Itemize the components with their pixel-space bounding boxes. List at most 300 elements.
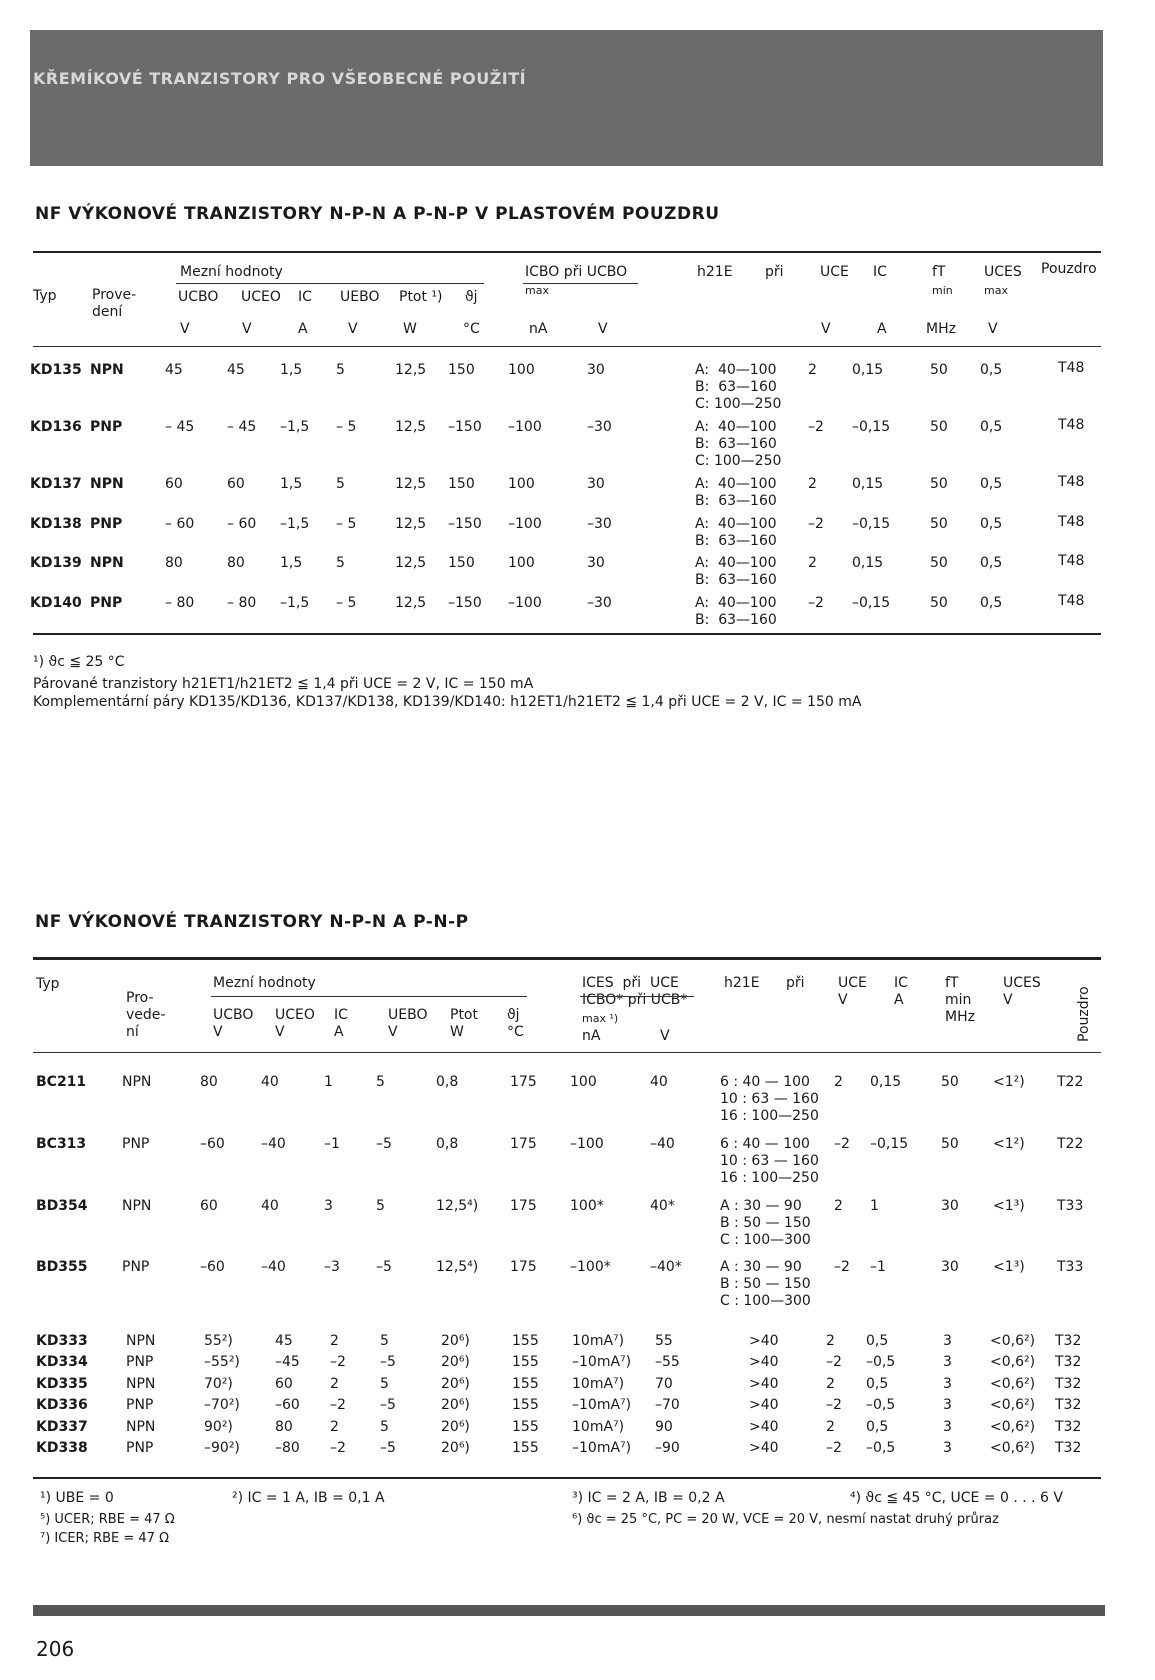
row-uebo: 5: [380, 1376, 389, 1392]
row-h21e: A: 40—100 B: 63—160: [695, 516, 777, 549]
row-typ: KD140: [30, 595, 82, 611]
row-uces: <0,6²): [990, 1333, 1036, 1349]
row-typ: KD137: [30, 476, 82, 492]
row-tj: –150: [448, 419, 482, 435]
unit-label: W: [403, 321, 417, 337]
row-ucbo: – 60: [165, 516, 195, 532]
footnote-6: ⁶) ϑc = 25 °C, PC = 20 W, VCE = 20 V, nesmí nastat druhý průraz: [572, 1512, 999, 1527]
row-uce: –2: [808, 419, 824, 435]
col-header-ft: fT min MHz: [945, 975, 975, 1025]
row-uce-v: –40*: [650, 1259, 682, 1275]
row-icbo: –100: [508, 419, 542, 435]
row-h21e: A: 40—100 B: 63—160 C: 100—250: [695, 362, 782, 412]
row-typ: BC211: [36, 1074, 87, 1090]
row-pouzdro: T48: [1058, 553, 1085, 569]
row-uce-v: –55: [655, 1354, 680, 1370]
row-uceo: 45: [227, 362, 245, 378]
row-uebo: –5: [380, 1397, 396, 1413]
row-ucbo-v: –30: [587, 595, 612, 611]
row-ptot: 20⁶): [441, 1419, 470, 1435]
col-header-min: min: [932, 284, 953, 297]
row-ft: 50: [930, 362, 948, 378]
row-uceo: 60: [227, 476, 245, 492]
unit-label: °C: [463, 321, 480, 337]
row-uceo: 45: [275, 1333, 293, 1349]
row-uce-v: 70: [655, 1376, 673, 1392]
row-ic2: 0,15: [852, 476, 884, 492]
unit-label: nA: [529, 321, 548, 337]
row-ic2: –0,5: [866, 1440, 896, 1456]
row-ptot: 12,5: [395, 419, 427, 435]
row-typ: KD135: [30, 362, 82, 378]
row-pouzdro: T48: [1058, 417, 1085, 433]
row-h21e: A : 30 — 90 B : 50 — 150 C : 100—300: [720, 1198, 811, 1248]
row-provedeni: PNP: [126, 1354, 154, 1370]
row-uce: –2: [834, 1259, 850, 1275]
row-pouzdro: T48: [1058, 514, 1085, 530]
row-provedeni: PNP: [122, 1136, 150, 1152]
row-provedeni: NPN: [126, 1419, 156, 1435]
row-ucbo: 80: [200, 1074, 218, 1090]
row-provedeni: NPN: [126, 1333, 156, 1349]
row-ucbo-v: 30: [587, 362, 605, 378]
row-ic: –1,5: [280, 516, 310, 532]
row-typ: BC313: [36, 1136, 87, 1152]
row-ic: 2: [330, 1333, 339, 1349]
row-provedeni: NPN: [90, 476, 124, 492]
row-ft: 50: [941, 1074, 959, 1090]
row-uces: <1²): [993, 1136, 1025, 1152]
row-uces: <1²): [993, 1074, 1025, 1090]
col-header-ic2: IC A: [894, 975, 908, 1008]
row-tj: 155: [512, 1397, 539, 1413]
row-h21e: 6 : 40 — 100 10 : 63 — 160 16 : 100—250: [720, 1074, 819, 1124]
row-provedeni: NPN: [122, 1198, 152, 1214]
section1-bottom-rule: [33, 633, 1101, 635]
col-header-h21e: h21E: [697, 264, 733, 280]
row-uce: 2: [808, 555, 817, 571]
row-h21e: >40: [749, 1333, 779, 1349]
row-uebo: 5: [380, 1333, 389, 1349]
row-uce: –2: [826, 1440, 842, 1456]
row-uebo: –5: [376, 1259, 392, 1275]
row-ft: 50: [930, 516, 948, 532]
row-ptot: 20⁶): [441, 1440, 470, 1456]
row-tj: –150: [448, 516, 482, 532]
row-ices: 100: [570, 1074, 597, 1090]
col-header-provedeni: Pro- vede- ní: [126, 990, 166, 1040]
row-ic2: 0,15: [870, 1074, 902, 1090]
row-uebo: 5: [336, 555, 345, 571]
row-uces: 0,5: [980, 516, 1003, 532]
row-provedeni: NPN: [90, 362, 124, 378]
row-typ: KD338: [36, 1440, 88, 1456]
row-provedeni: PNP: [90, 419, 123, 435]
mezni-underline: [211, 996, 527, 997]
row-pouzdro: T32: [1055, 1333, 1082, 1349]
row-tj: 175: [510, 1136, 537, 1152]
mezni-underline: [523, 283, 638, 284]
col-header-provedeni: Prove- dení: [92, 287, 137, 320]
row-ic2: –0,5: [866, 1354, 896, 1370]
row-uceo: –40: [261, 1136, 286, 1152]
row-ices: 10mA⁷): [572, 1376, 625, 1392]
row-uces: 0,5: [980, 419, 1003, 435]
row-uces: <1³): [993, 1259, 1025, 1275]
col-header-uebo: UEBO: [340, 289, 380, 305]
footnote-5: ⁵) UCER; RBE = 47 Ω: [40, 1512, 175, 1527]
unit-label: V: [242, 321, 252, 337]
section1-top-rule: [33, 251, 1101, 253]
unit-label: V: [348, 321, 358, 337]
row-tj: 175: [510, 1198, 537, 1214]
header-banner: [30, 30, 1103, 166]
row-ic: –1,5: [280, 595, 310, 611]
row-uce: 2: [826, 1419, 835, 1435]
row-ucbo: –90²): [204, 1440, 240, 1456]
unit-label: V: [180, 321, 190, 337]
col-header-max: max ¹): [582, 1012, 619, 1025]
section1-header-rule: [33, 346, 1101, 347]
row-tj: 155: [512, 1354, 539, 1370]
row-ft: 3: [943, 1419, 952, 1435]
row-uce: 2: [808, 476, 817, 492]
row-uces: <0,6²): [990, 1354, 1036, 1370]
row-ucbo: 60: [165, 476, 183, 492]
row-h21e: >40: [749, 1440, 779, 1456]
row-tj: 150: [448, 555, 475, 571]
row-tj: 155: [512, 1376, 539, 1392]
section2-bottom-rule: [33, 1477, 1101, 1479]
col-header-typ: Typ: [36, 976, 60, 992]
col-header-ic2: IC: [873, 264, 887, 280]
col-header-max2: max: [984, 284, 1008, 297]
row-uceo: – 45: [227, 419, 257, 435]
row-uce-v: 55: [655, 1333, 673, 1349]
row-uce: –2: [826, 1397, 842, 1413]
row-h21e: >40: [749, 1354, 779, 1370]
row-ucbo-v: 30: [587, 555, 605, 571]
row-ucbo: 55²): [204, 1333, 233, 1349]
unit-label: V: [821, 321, 831, 337]
banner-title: KŘEMÍKOVÉ TRANZISTORY PRO VŠEOBECNÉ POUŽITÍ: [33, 69, 527, 88]
row-h21e: A : 30 — 90 B : 50 — 150 C : 100—300: [720, 1259, 811, 1309]
row-uceo: –40: [261, 1259, 286, 1275]
row-tj: 175: [510, 1259, 537, 1275]
row-ic: –1: [324, 1136, 340, 1152]
col-header-h21e: h21E: [724, 975, 760, 991]
row-ic2: –0,15: [852, 516, 891, 532]
col-header-ft: fT: [932, 264, 946, 280]
row-ic2: –1: [870, 1259, 886, 1275]
row-uce: 2: [834, 1198, 843, 1214]
row-uebo: – 5: [336, 516, 357, 532]
row-uce: 2: [826, 1333, 835, 1349]
row-ices: 100*: [570, 1198, 604, 1214]
page-number: 206: [36, 1637, 75, 1661]
row-ucbo-v: –30: [587, 419, 612, 435]
row-pouzdro: T22: [1057, 1074, 1084, 1090]
row-ic: –2: [330, 1440, 346, 1456]
section2-top-rule: [33, 957, 1101, 960]
unit-label: A: [877, 321, 887, 337]
row-typ: KD136: [30, 419, 82, 435]
col-header-pouzdro: Pouzdro: [1076, 986, 1092, 1042]
col-header-mezni-hodnoty: Mezní hodnoty: [213, 975, 316, 991]
row-h21e: A: 40—100 B: 63—160: [695, 595, 777, 628]
row-ft: 3: [943, 1354, 952, 1370]
row-uceo: –60: [275, 1397, 300, 1413]
col-header-ptot: Ptot W: [450, 1007, 478, 1040]
row-provedeni: PNP: [122, 1259, 150, 1275]
row-tj: 150: [448, 476, 475, 492]
row-ic: 1,5: [280, 476, 303, 492]
row-ucbo: –60: [200, 1136, 225, 1152]
row-ptot: 0,8: [436, 1074, 459, 1090]
row-pouzdro: T33: [1057, 1198, 1084, 1214]
row-typ: KD335: [36, 1376, 88, 1392]
row-ic2: –0,15: [852, 595, 891, 611]
row-uce: –2: [808, 595, 824, 611]
row-uce: 2: [834, 1074, 843, 1090]
row-uce-v: –40: [650, 1136, 675, 1152]
row-icbo: –100: [508, 516, 542, 532]
row-ptot: 20⁶): [441, 1376, 470, 1392]
row-icbo: 100: [508, 476, 535, 492]
row-ices: –100*: [570, 1259, 611, 1275]
row-ic2: –0,15: [870, 1136, 909, 1152]
row-h21e: 6 : 40 — 100 10 : 63 — 160 16 : 100—250: [720, 1136, 819, 1186]
row-ic: 3: [324, 1198, 333, 1214]
row-ucbo: – 80: [165, 595, 195, 611]
row-uces: <0,6²): [990, 1440, 1036, 1456]
col-header-na: nA: [582, 1028, 601, 1044]
row-provedeni: PNP: [126, 1440, 154, 1456]
row-uces: 0,5: [980, 362, 1003, 378]
row-ft: 50: [930, 595, 948, 611]
row-uebo: 5: [376, 1198, 385, 1214]
row-uces: <0,6²): [990, 1397, 1036, 1413]
row-ic2: –0,5: [866, 1397, 896, 1413]
row-ices: 10mA⁷): [572, 1333, 625, 1349]
row-ices: –10mA⁷): [572, 1440, 632, 1456]
footnote-4: ⁴) ϑc ≦ 45 °C, UCE = 0 . . . 6 V: [850, 1490, 1063, 1506]
row-uceo: – 60: [227, 516, 257, 532]
row-typ: KD336: [36, 1397, 88, 1413]
col-header-ic: IC A: [334, 1007, 348, 1040]
col-header-mezni-hodnoty: Mezní hodnoty: [180, 264, 283, 280]
row-tj: –150: [448, 595, 482, 611]
row-icbo: 100: [508, 555, 535, 571]
row-uceo: 80: [275, 1419, 293, 1435]
section2-header-rule: [33, 1052, 1101, 1053]
row-provedeni: PNP: [90, 595, 123, 611]
col-header-ices: ICES při UCE ICBO* při UCB*: [582, 975, 688, 1008]
row-ptot: 12,5⁴): [436, 1198, 479, 1214]
row-uce-v: 40: [650, 1074, 668, 1090]
row-ucbo: 60: [200, 1198, 218, 1214]
row-uceo: 60: [275, 1376, 293, 1392]
row-uebo: –5: [380, 1440, 396, 1456]
row-ft: 3: [943, 1397, 952, 1413]
row-typ: KD334: [36, 1354, 88, 1370]
row-pouzdro: T32: [1055, 1354, 1082, 1370]
row-provedeni: PNP: [126, 1397, 154, 1413]
row-uebo: –5: [380, 1354, 396, 1370]
row-tj: 155: [512, 1440, 539, 1456]
col-header-max: max: [525, 284, 549, 297]
row-ices: –100: [570, 1136, 604, 1152]
row-uceo: –80: [275, 1440, 300, 1456]
row-ucbo: –55²): [204, 1354, 240, 1370]
row-ptot: 20⁶): [441, 1354, 470, 1370]
section1-title: NF VÝKONOVÉ TRANZISTORY N-P-N A P-N-P V PLASTOVÉM POUZDRU: [35, 204, 720, 224]
col-header-uceo: UCEO: [241, 289, 281, 305]
row-ic2: 0,5: [866, 1376, 889, 1392]
col-header-icbo: ICBO při UCBO: [525, 264, 628, 280]
row-ptot: 12,5: [395, 362, 427, 378]
row-provedeni: NPN: [90, 555, 124, 571]
row-typ: BD355: [36, 1259, 88, 1275]
row-uce: –2: [834, 1136, 850, 1152]
row-typ: KD138: [30, 516, 82, 532]
row-typ: KD139: [30, 555, 82, 571]
row-ic: –3: [324, 1259, 340, 1275]
row-ucbo: 45: [165, 362, 183, 378]
row-pouzdro: T48: [1058, 474, 1085, 490]
row-ft: 3: [943, 1333, 952, 1349]
row-uceo: – 80: [227, 595, 257, 611]
col-header-v: V: [660, 1028, 670, 1044]
row-uceo: 80: [227, 555, 245, 571]
row-ft: 30: [941, 1259, 959, 1275]
row-ices: –10mA⁷): [572, 1397, 632, 1413]
row-uebo: 5: [336, 476, 345, 492]
col-header-pri: při: [786, 975, 805, 991]
row-pouzdro: T32: [1055, 1419, 1082, 1435]
row-uces: <0,6²): [990, 1376, 1036, 1392]
row-uce-v: –70: [655, 1397, 680, 1413]
row-tj: 155: [512, 1333, 539, 1349]
unit-label: V: [598, 321, 608, 337]
col-header-pri: při: [765, 264, 784, 280]
footnote-1: ¹) UBE = 0: [40, 1490, 114, 1506]
row-typ: KD337: [36, 1419, 88, 1435]
row-pouzdro: T48: [1058, 593, 1085, 609]
row-uce-v: –90: [655, 1440, 680, 1456]
row-ic2: 0,5: [866, 1419, 889, 1435]
col-header-ic: IC: [298, 289, 312, 305]
row-ic: 2: [330, 1376, 339, 1392]
unit-label: A: [298, 321, 308, 337]
row-provedeni: PNP: [90, 516, 123, 532]
section1-note-1: ¹) ϑc ≦ 25 °C: [33, 654, 125, 670]
row-ptot: 12,5: [395, 516, 427, 532]
row-uces: 0,5: [980, 476, 1003, 492]
row-typ: BD354: [36, 1198, 88, 1214]
row-uces: 0,5: [980, 595, 1003, 611]
row-ucbo: 70²): [204, 1376, 233, 1392]
footnote-2: ²) IC = 1 A, IB = 0,1 A: [232, 1490, 385, 1506]
row-uce-v: 90: [655, 1419, 673, 1435]
row-tj: 150: [448, 362, 475, 378]
row-ic: 2: [330, 1419, 339, 1435]
row-h21e: >40: [749, 1376, 779, 1392]
row-ic2: 1: [870, 1198, 879, 1214]
col-header-uce: UCE V: [838, 975, 867, 1008]
row-ic: –2: [330, 1354, 346, 1370]
row-h21e: >40: [749, 1397, 779, 1413]
row-uces: <1³): [993, 1198, 1025, 1214]
row-ic: 1,5: [280, 555, 303, 571]
col-header-tj: ϑj: [465, 289, 478, 305]
row-provedeni: NPN: [126, 1376, 156, 1392]
row-h21e: A: 40—100 B: 63—160: [695, 476, 777, 509]
mezni-underline: [176, 283, 484, 284]
mezni-underline: [580, 996, 694, 997]
row-h21e: A: 40—100 B: 63—160: [695, 555, 777, 588]
section1-note-3: Komplementární páry KD135/KD136, KD137/KD138, KD139/KD140: h12ET1/h21ET2 ≦ 1,4 při UCE = 2 V, IC = 150 mA: [33, 694, 862, 710]
row-icbo: –100: [508, 595, 542, 611]
row-uebo: 5: [336, 362, 345, 378]
row-ices: –10mA⁷): [572, 1354, 632, 1370]
row-ic: –2: [330, 1397, 346, 1413]
row-ft: 30: [941, 1198, 959, 1214]
row-ft: 50: [941, 1136, 959, 1152]
col-header-typ: Typ: [33, 288, 57, 304]
row-tj: 155: [512, 1419, 539, 1435]
row-typ: KD333: [36, 1333, 88, 1349]
unit-label: MHz: [926, 321, 956, 337]
row-pouzdro: T32: [1055, 1440, 1082, 1456]
col-header-uceo: UCEO V: [275, 1007, 315, 1040]
row-ptot: 12,5⁴): [436, 1259, 479, 1275]
row-ptot: 12,5: [395, 476, 427, 492]
col-header-uces: UCES V: [1003, 975, 1041, 1008]
row-uce: –2: [826, 1354, 842, 1370]
row-ic2: 0,5: [866, 1333, 889, 1349]
row-ucbo: –70²): [204, 1397, 240, 1413]
row-pouzdro: T22: [1057, 1136, 1084, 1152]
row-ft: 50: [930, 555, 948, 571]
row-ucbo: –60: [200, 1259, 225, 1275]
col-header-ptot: Ptot ¹): [399, 289, 443, 305]
row-ucbo-v: 30: [587, 476, 605, 492]
row-ucbo: 80: [165, 555, 183, 571]
row-uce: –2: [808, 516, 824, 532]
unit-label: V: [988, 321, 998, 337]
row-ptot: 12,5: [395, 555, 427, 571]
row-uebo: – 5: [336, 595, 357, 611]
col-header-uce: UCE: [820, 264, 849, 280]
row-ft: 3: [943, 1376, 952, 1392]
row-uceo: 40: [261, 1074, 279, 1090]
row-uebo: 5: [376, 1074, 385, 1090]
row-ucbo: 90²): [204, 1419, 233, 1435]
row-pouzdro: T48: [1058, 360, 1085, 376]
section2-title: NF VÝKONOVÉ TRANZISTORY N-P-N A P-N-P: [35, 912, 469, 932]
section1-note-2: Párované tranzistory h21ET1/h21ET2 ≦ 1,4 při UCE = 2 V, IC = 150 mA: [33, 676, 534, 692]
row-ptot: 20⁶): [441, 1397, 470, 1413]
row-uce: 2: [826, 1376, 835, 1392]
row-uces: 0,5: [980, 555, 1003, 571]
row-ic: 1,5: [280, 362, 303, 378]
row-ic2: 0,15: [852, 555, 884, 571]
row-ptot: 0,8: [436, 1136, 459, 1152]
row-uebo: –5: [376, 1136, 392, 1152]
row-icbo: 100: [508, 362, 535, 378]
col-header-ucbo: UCBO: [178, 289, 219, 305]
